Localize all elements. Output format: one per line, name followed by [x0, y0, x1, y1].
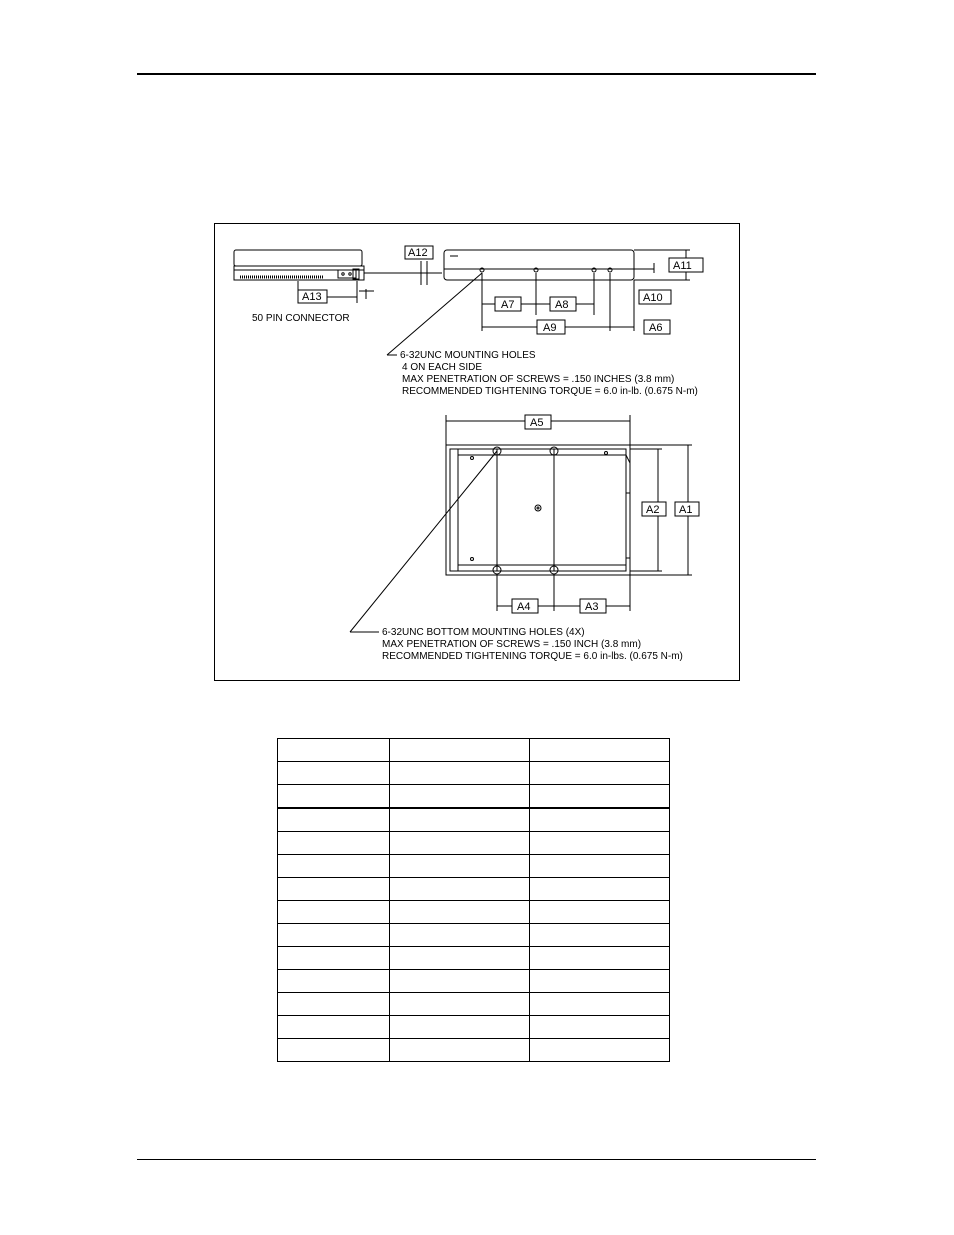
table-cell — [530, 855, 670, 878]
table-cell — [530, 808, 670, 832]
label-a8: A8 — [555, 299, 569, 311]
label-a1: A1 — [679, 504, 693, 516]
table-cell — [278, 993, 390, 1016]
table-cell — [278, 855, 390, 878]
table-cell — [278, 1039, 390, 1062]
table-cell — [390, 832, 530, 855]
table-cell — [530, 901, 670, 924]
table-cell — [278, 808, 390, 832]
label-a9: A9 — [543, 322, 557, 334]
table-cell — [278, 762, 390, 785]
table-cell — [278, 970, 390, 993]
label-a4: A4 — [517, 601, 531, 613]
header-rule — [137, 73, 816, 75]
table-cell — [530, 970, 670, 993]
label-a11: A11 — [673, 260, 692, 272]
table-cell — [278, 1016, 390, 1039]
table-cell — [530, 762, 670, 785]
table-row — [278, 762, 670, 785]
side-note-line-4: RECOMMENDED TIGHTENING TORQUE = 6.0 in-lb. (0.675 N-m) — [402, 386, 698, 397]
side-note-line-1: 6-32UNC MOUNTING HOLES — [400, 350, 536, 361]
table-row — [278, 785, 670, 809]
table-cell — [530, 739, 670, 762]
table-cell — [390, 970, 530, 993]
table-cell — [278, 832, 390, 855]
table-row — [278, 808, 670, 832]
table-cell — [278, 924, 390, 947]
label-a12: A12 — [408, 247, 428, 259]
table-row — [278, 855, 670, 878]
label-a10: A10 — [643, 292, 663, 304]
label-a6: A6 — [649, 322, 663, 334]
table-row — [278, 878, 670, 901]
table-cell — [278, 739, 390, 762]
table-row — [278, 947, 670, 970]
table-cell — [278, 947, 390, 970]
dimensions-table — [277, 738, 670, 1062]
label-a5: A5 — [530, 417, 544, 429]
label-a7: A7 — [501, 299, 515, 311]
table-cell — [530, 832, 670, 855]
table-cell — [530, 785, 670, 809]
table-row — [278, 1039, 670, 1062]
table-cell — [278, 785, 390, 809]
label-a3: A3 — [585, 601, 599, 613]
table-row — [278, 970, 670, 993]
table-cell — [390, 808, 530, 832]
table-row — [278, 901, 670, 924]
label-a13: A13 — [302, 291, 322, 303]
table-cell — [390, 924, 530, 947]
connector-caption: 50 PIN CONNECTOR — [252, 313, 350, 324]
table-cell — [278, 901, 390, 924]
footer-rule — [137, 1159, 816, 1160]
table-cell — [390, 947, 530, 970]
table-row — [278, 832, 670, 855]
table-cell — [390, 1039, 530, 1062]
table-cell — [530, 1016, 670, 1039]
table-row — [278, 924, 670, 947]
a12-dimension — [364, 261, 442, 285]
table-cell — [530, 1039, 670, 1062]
table-cell — [530, 878, 670, 901]
table-cell — [390, 993, 530, 1016]
table-cell — [530, 993, 670, 1016]
table-cell — [530, 924, 670, 947]
mechanical-drawing — [214, 223, 740, 681]
bottom-note-line-1: 6-32UNC BOTTOM MOUNTING HOLES (4X) — [382, 627, 585, 638]
table-cell — [390, 762, 530, 785]
table-cell — [390, 855, 530, 878]
side-note-line-2: 4 ON EACH SIDE — [402, 362, 483, 373]
table-cell — [390, 785, 530, 809]
table-cell — [390, 1016, 530, 1039]
table-cell — [278, 878, 390, 901]
bottom-note-line-2: MAX PENETRATION OF SCREWS = .150 INCH (3.8 mm) — [382, 639, 642, 650]
label-a2: A2 — [646, 504, 660, 516]
table-cell — [390, 901, 530, 924]
bottom-note-line-3: RECOMMENDED TIGHTENING TORQUE = 6.0 in-lbs. (0.675 N-m) — [382, 651, 683, 662]
table-cell — [390, 739, 530, 762]
table-row — [278, 739, 670, 762]
table-row — [278, 1016, 670, 1039]
side-note-line-3: MAX PENETRATION OF SCREWS = .150 INCHES (3.8 mm) — [402, 374, 675, 385]
table-cell — [530, 947, 670, 970]
table-cell — [390, 878, 530, 901]
table-row — [278, 993, 670, 1016]
